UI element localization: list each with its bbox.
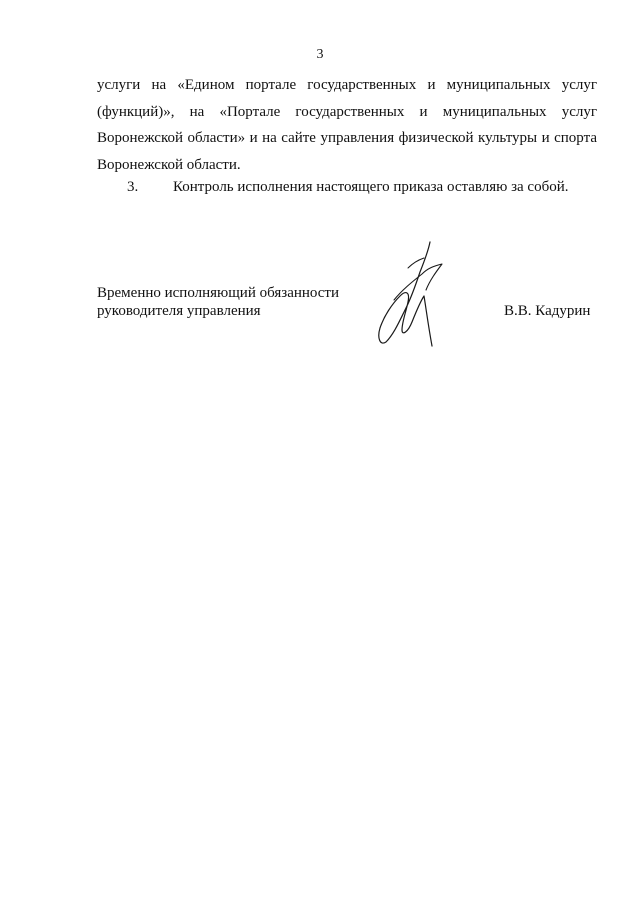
page-number: 3 xyxy=(316,47,324,62)
signatory-position-line-1: Временно исполняющий обязанности xyxy=(97,285,340,301)
signatory-name: В.В. Кадурин xyxy=(504,303,591,319)
paragraph-continuation xyxy=(97,72,597,178)
signatory-position xyxy=(97,284,339,320)
paragraph-line-2: (функций)», на «Портале государственных и муниципальных услуг xyxy=(97,103,597,120)
paragraph-line-3: Воронежской области» и на сайте управления физической культуры и спорта xyxy=(97,130,597,146)
paragraph-line-4: Воронежской области. xyxy=(97,156,241,173)
handwritten-signature xyxy=(372,238,452,350)
item-3-number: 3. xyxy=(127,179,139,195)
paragraph-line-1: услуги на «Едином портале государственных и муниципальных услуг xyxy=(97,77,597,93)
item-3-text: Контроль исполнения настоящего приказа оставляю за собой. xyxy=(173,179,569,195)
signatory-position-line-2: руководителя управления xyxy=(97,303,261,319)
